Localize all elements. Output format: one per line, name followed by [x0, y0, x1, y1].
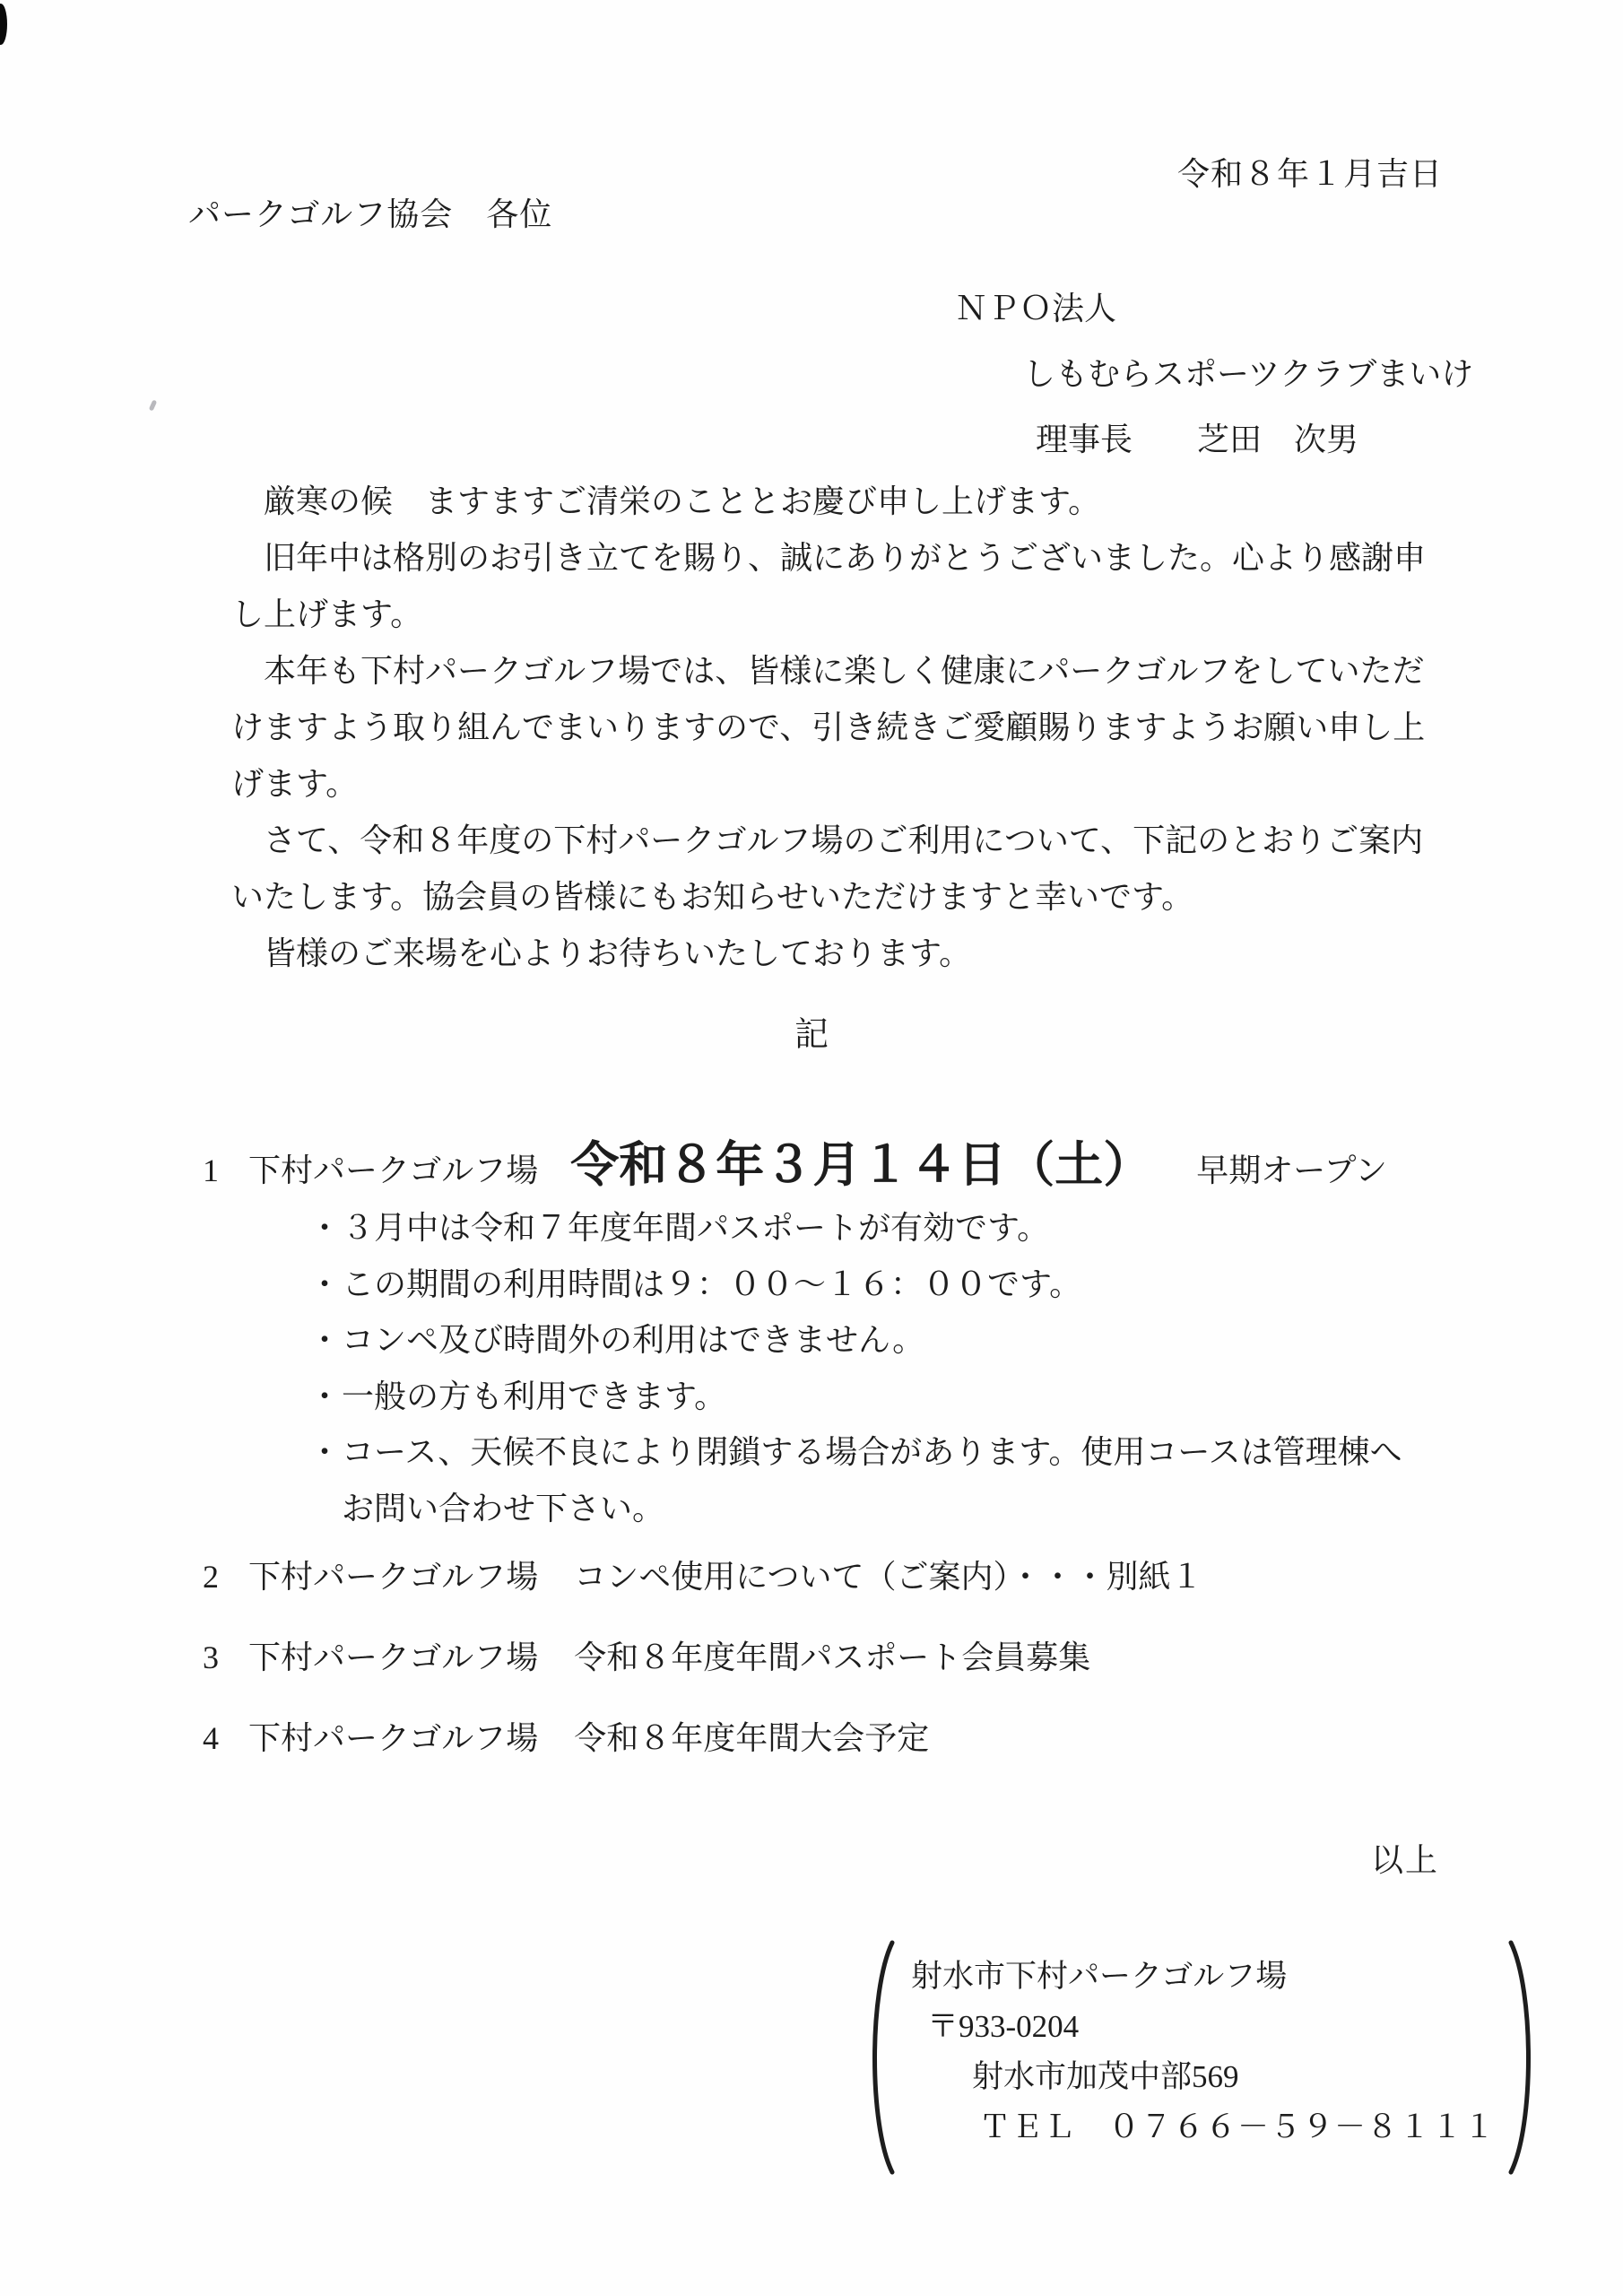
- sender-representative: 理事長 芝田 次男: [1036, 422, 1359, 457]
- sender-org-name: しもむらスポーツクラブまいけ: [1023, 356, 1474, 392]
- scan-artifact: [0, 4, 7, 45]
- bullet-item: [308, 1369, 1402, 1425]
- issue-date: 令和８年１月吉日: [1176, 156, 1443, 192]
- contact-postal-code: 〒933-0204: [927, 2009, 1080, 2044]
- bullet-continuation: [308, 1481, 1402, 1537]
- facility-name: 下村パークゴルフ場: [248, 1639, 539, 1675]
- sender-org-type: ＮＰＯ法人: [955, 291, 1117, 326]
- recipient-line: パークゴルフ協会 各位: [188, 196, 553, 232]
- bullet-dot: ・: [308, 1322, 342, 1358]
- contact-name: 射水市下村パークゴルフ場: [911, 1959, 1288, 1994]
- item-description: コンペ使用について（ご案内）・・・別紙１: [574, 1559, 1203, 1595]
- facility-name: 下村パークゴルフ場: [248, 1720, 539, 1756]
- body-text: [231, 474, 1541, 982]
- bullet-text: コース、天候不良により閉鎖する場合があります。使用コースは管理棟へ: [342, 1434, 1402, 1470]
- item-description: 令和８年度年間パスポート会員募集: [574, 1639, 1091, 1675]
- item-1-bullets: [308, 1200, 1402, 1536]
- notice-marker: 記: [794, 1016, 829, 1054]
- body-line: けますよう取り組んでまいりますので、引き続きご愛顧賜りますようお願い申し上: [231, 709, 1426, 745]
- open-date-highlight: 令和８年３月１４日（土）: [570, 1138, 1152, 1192]
- item-3-row: [203, 1632, 1090, 1678]
- facility-name: 下村パークゴルフ場: [248, 1559, 539, 1595]
- item-4-row: [203, 1713, 929, 1759]
- bullet-dot: ・: [308, 1434, 342, 1470]
- open-note: 早期オープン: [1196, 1152, 1388, 1188]
- bullet-text: この期間の利用時間は９：００～１６：００です。: [342, 1265, 1082, 1302]
- item-2-row: [203, 1552, 1203, 1597]
- contact-address: 射水市加茂中部569: [972, 2059, 1239, 2094]
- body-line: げます。: [231, 766, 359, 802]
- bullet-dot: ・: [308, 1378, 342, 1414]
- item-description: 令和８年度年間大会予定: [574, 1720, 930, 1756]
- bullet-item: [308, 1424, 1402, 1481]
- body-line: さて、令和８年度の下村パークゴルフ場のご利用について、下記のとおりご案内: [264, 822, 1424, 858]
- bullet-dot: ・: [308, 1265, 342, 1302]
- right-parenthesis: [1505, 1937, 1542, 2178]
- facility-name: 下村パークゴルフ場: [248, 1152, 539, 1188]
- body-line: 本年も下村パークゴルフ場では、皆様に楽しく健康にパークゴルフをしていただ: [264, 653, 1425, 689]
- scan-speck: [149, 400, 157, 412]
- bullet-text: 一般の方も利用できます。: [342, 1378, 727, 1414]
- contact-lines: [898, 1937, 1505, 2178]
- bullet-item: [308, 1257, 1402, 1313]
- bullet-dot: ・: [308, 1210, 342, 1246]
- bullet-text: コンペ及び時間外の利用はできません。: [342, 1322, 925, 1358]
- item-number: 2: [203, 1559, 219, 1595]
- bullet-item: [308, 1200, 1402, 1257]
- item-number: 1: [203, 1152, 219, 1188]
- left-parenthesis: [861, 1937, 898, 2178]
- bullet-item: [308, 1312, 1402, 1369]
- item-number: 3: [203, 1639, 219, 1675]
- bullet-text: ３月中は令和７年度年間パスポートが有効です。: [342, 1210, 1050, 1246]
- contact-card: [861, 1937, 1542, 2178]
- body-line: し上げます。: [231, 596, 423, 632]
- body-line: いたします。協会員の皆様にもお知らせいただけますと幸いです。: [231, 879, 1194, 915]
- item-number: 4: [203, 1720, 219, 1756]
- body-line: 皆様のご来場を心よりお待ちいたしております。: [264, 935, 972, 971]
- item-1-heading: [203, 1126, 1387, 1196]
- body-line: 旧年中は格別のお引き立てを賜り、誠にありがとうございました。心より感謝申: [264, 540, 1427, 576]
- contact-tel: ＴＥＬ ０７６６－５９－８１１１: [979, 2109, 1497, 2144]
- body-line: 厳寒の候 ますますご清栄のこととお慶び申し上げます。: [264, 483, 1101, 519]
- sender-block: [955, 283, 1473, 460]
- closing-word: 以上: [1370, 1842, 1439, 1878]
- bullet-text: お問い合わせ下さい。: [342, 1490, 665, 1526]
